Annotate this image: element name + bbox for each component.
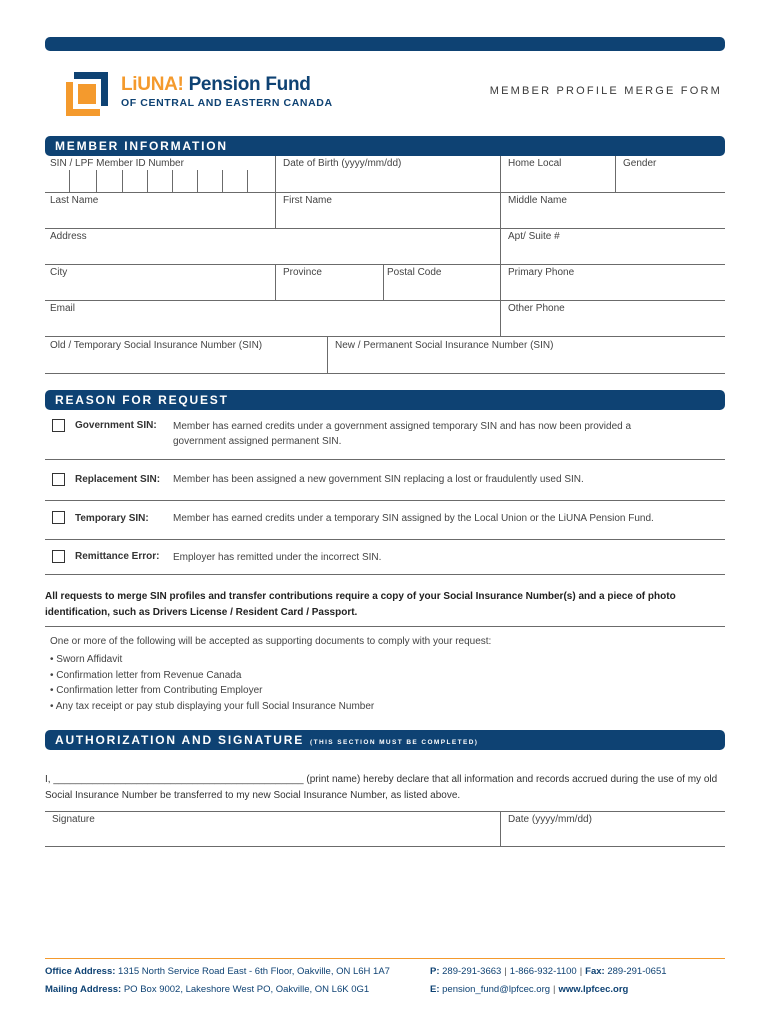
new-sin-field[interactable]: [328, 337, 725, 373]
list-item: • Confirmation letter from Revenue Canada: [50, 669, 242, 681]
supporting-documents-intro: One or more of the following will be accepted as supporting documents to comply with your request:: [50, 636, 492, 647]
other-phone-label: Other Phone: [508, 303, 565, 314]
new-sin-label: New / Permanent Social Insurance Number (SIN): [335, 340, 554, 351]
authorization-note: (THIS SECTION MUST BE COMPLETED): [310, 739, 479, 746]
government-sin-checkbox[interactable]: [52, 419, 65, 432]
sin-member-id-label: SIN / LPF Member ID Number: [50, 158, 184, 169]
logo-subtitle: OF CENTRAL AND EASTERN CANADA: [121, 97, 333, 109]
gender-label: Gender: [623, 158, 657, 169]
primary-phone-label: Primary Phone: [508, 267, 575, 278]
city-field[interactable]: [45, 265, 275, 300]
date-field[interactable]: [501, 812, 725, 846]
home-local-label: Home Local: [508, 158, 562, 169]
website-link[interactable]: www.lpfcec.org: [558, 984, 629, 995]
list-item: • Any tax receipt or pay stub displaying your full Social Insurance Number: [50, 700, 375, 712]
address-field[interactable]: [45, 229, 500, 264]
old-sin-field[interactable]: [45, 337, 327, 373]
last-name-field[interactable]: [45, 193, 275, 228]
province-label: Province: [283, 267, 322, 278]
declaration-text: I, _____________________________________________ (print name) hereby declare that all information and records accrued during the use of my old Social Insurance Number be transferred to my new Social Insurance Number, as listed above.: [45, 774, 718, 801]
last-name-label: Last Name: [50, 195, 99, 206]
top-banner: [45, 37, 725, 51]
temporary-sin-description: Member has earned credits under a temporary SIN assigned by the Local Union or the LiUNA Pension Fund.: [173, 513, 654, 524]
authorization-header: AUTHORIZATION AND SIGNATURE (THIS SECTION MUST BE COMPLETED): [45, 730, 725, 750]
email-link[interactable]: pension_fund@lpfcec.org: [442, 984, 551, 995]
list-item: • Sworn Affidavit: [50, 654, 123, 665]
email-label: Email: [50, 303, 76, 314]
signature-field[interactable]: [45, 812, 500, 846]
remittance-error-checkbox[interactable]: [52, 550, 65, 563]
date-of-birth-label: Date of Birth (yyyy/mm/dd): [283, 158, 402, 169]
first-name-label: First Name: [283, 195, 332, 206]
gender-field[interactable]: [616, 158, 725, 192]
middle-name-field[interactable]: [501, 193, 725, 228]
home-local-field[interactable]: [501, 158, 615, 192]
logo-title: LiUNA! Pension Fund: [121, 74, 311, 95]
list-item: • Confirmation letter from Contributing Employer: [50, 685, 263, 697]
apt-suite-label: Apt/ Suite #: [508, 231, 560, 242]
temporary-sin-checkbox[interactable]: [52, 511, 65, 524]
signature-label: Signature: [52, 814, 95, 825]
remittance-error-label: Remittance Error:: [75, 551, 160, 562]
email-field[interactable]: [45, 301, 500, 336]
mailing-address: Mailing Address: PO Box 9002, Lakeshore West PO, Oakville, ON L6K 0G1: [45, 984, 370, 995]
other-phone-field[interactable]: [501, 301, 725, 336]
office-address: Office Address: 1315 North Service Road East - 6th Floor, Oakville, ON L6H 1A7: [45, 966, 390, 977]
date-label: Date (yyyy/mm/dd): [508, 814, 592, 825]
remittance-error-description: Employer has remitted under the incorrect SIN.: [173, 552, 382, 563]
contact-web: E: pension_fund@lpfcec.org | www.lpfcec.org: [430, 984, 629, 995]
government-sin-label: Government SIN:: [75, 420, 157, 431]
government-sin-description: Member has earned credits under a government assigned temporary SIN and has now been provided a government assigned permanent SIN.: [173, 421, 632, 447]
primary-phone-field[interactable]: [501, 265, 725, 300]
address-label: Address: [50, 231, 87, 242]
replacement-sin-description: Member has been assigned a new government SIN replacing a lost or fraudulently used SIN.: [173, 474, 584, 485]
postal-code-field[interactable]: [384, 265, 500, 300]
form-title: MEMBER PROFILE MERGE FORM: [489, 85, 722, 97]
reason-for-request-header: REASON FOR REQUEST: [45, 390, 725, 410]
footer-divider: [45, 958, 725, 959]
requirement-note: All requests to merge SIN profiles and transfer contributions require a copy of your Social Insurance Number(s) and a piece of photo identification, such as Drivers License / Resident Card / Passport.: [45, 591, 676, 618]
first-name-field[interactable]: [276, 193, 500, 228]
province-field[interactable]: [276, 265, 383, 300]
print-name-field[interactable]: _____________________________________________: [53, 774, 304, 785]
replacement-sin-checkbox[interactable]: [52, 473, 65, 486]
contact-phones: P: 289-291-3663 | 1-866-932-1100 | Fax: 289-291-0651: [430, 966, 667, 977]
apt-suite-field[interactable]: [501, 229, 725, 264]
city-label: City: [50, 267, 68, 278]
middle-name-label: Middle Name: [508, 195, 567, 206]
sin-member-id-field[interactable]: [45, 170, 275, 192]
old-sin-label: Old / Temporary Social Insurance Number (SIN): [50, 340, 263, 351]
supporting-documents-list: [50, 652, 374, 714]
date-of-birth-field[interactable]: [276, 158, 500, 192]
postal-code-label: Postal Code: [387, 267, 442, 278]
temporary-sin-label: Temporary SIN:: [75, 513, 149, 524]
replacement-sin-label: Replacement SIN:: [75, 474, 161, 485]
member-information-header: MEMBER INFORMATION: [45, 136, 725, 156]
liuna-logo-icon: [66, 72, 108, 116]
